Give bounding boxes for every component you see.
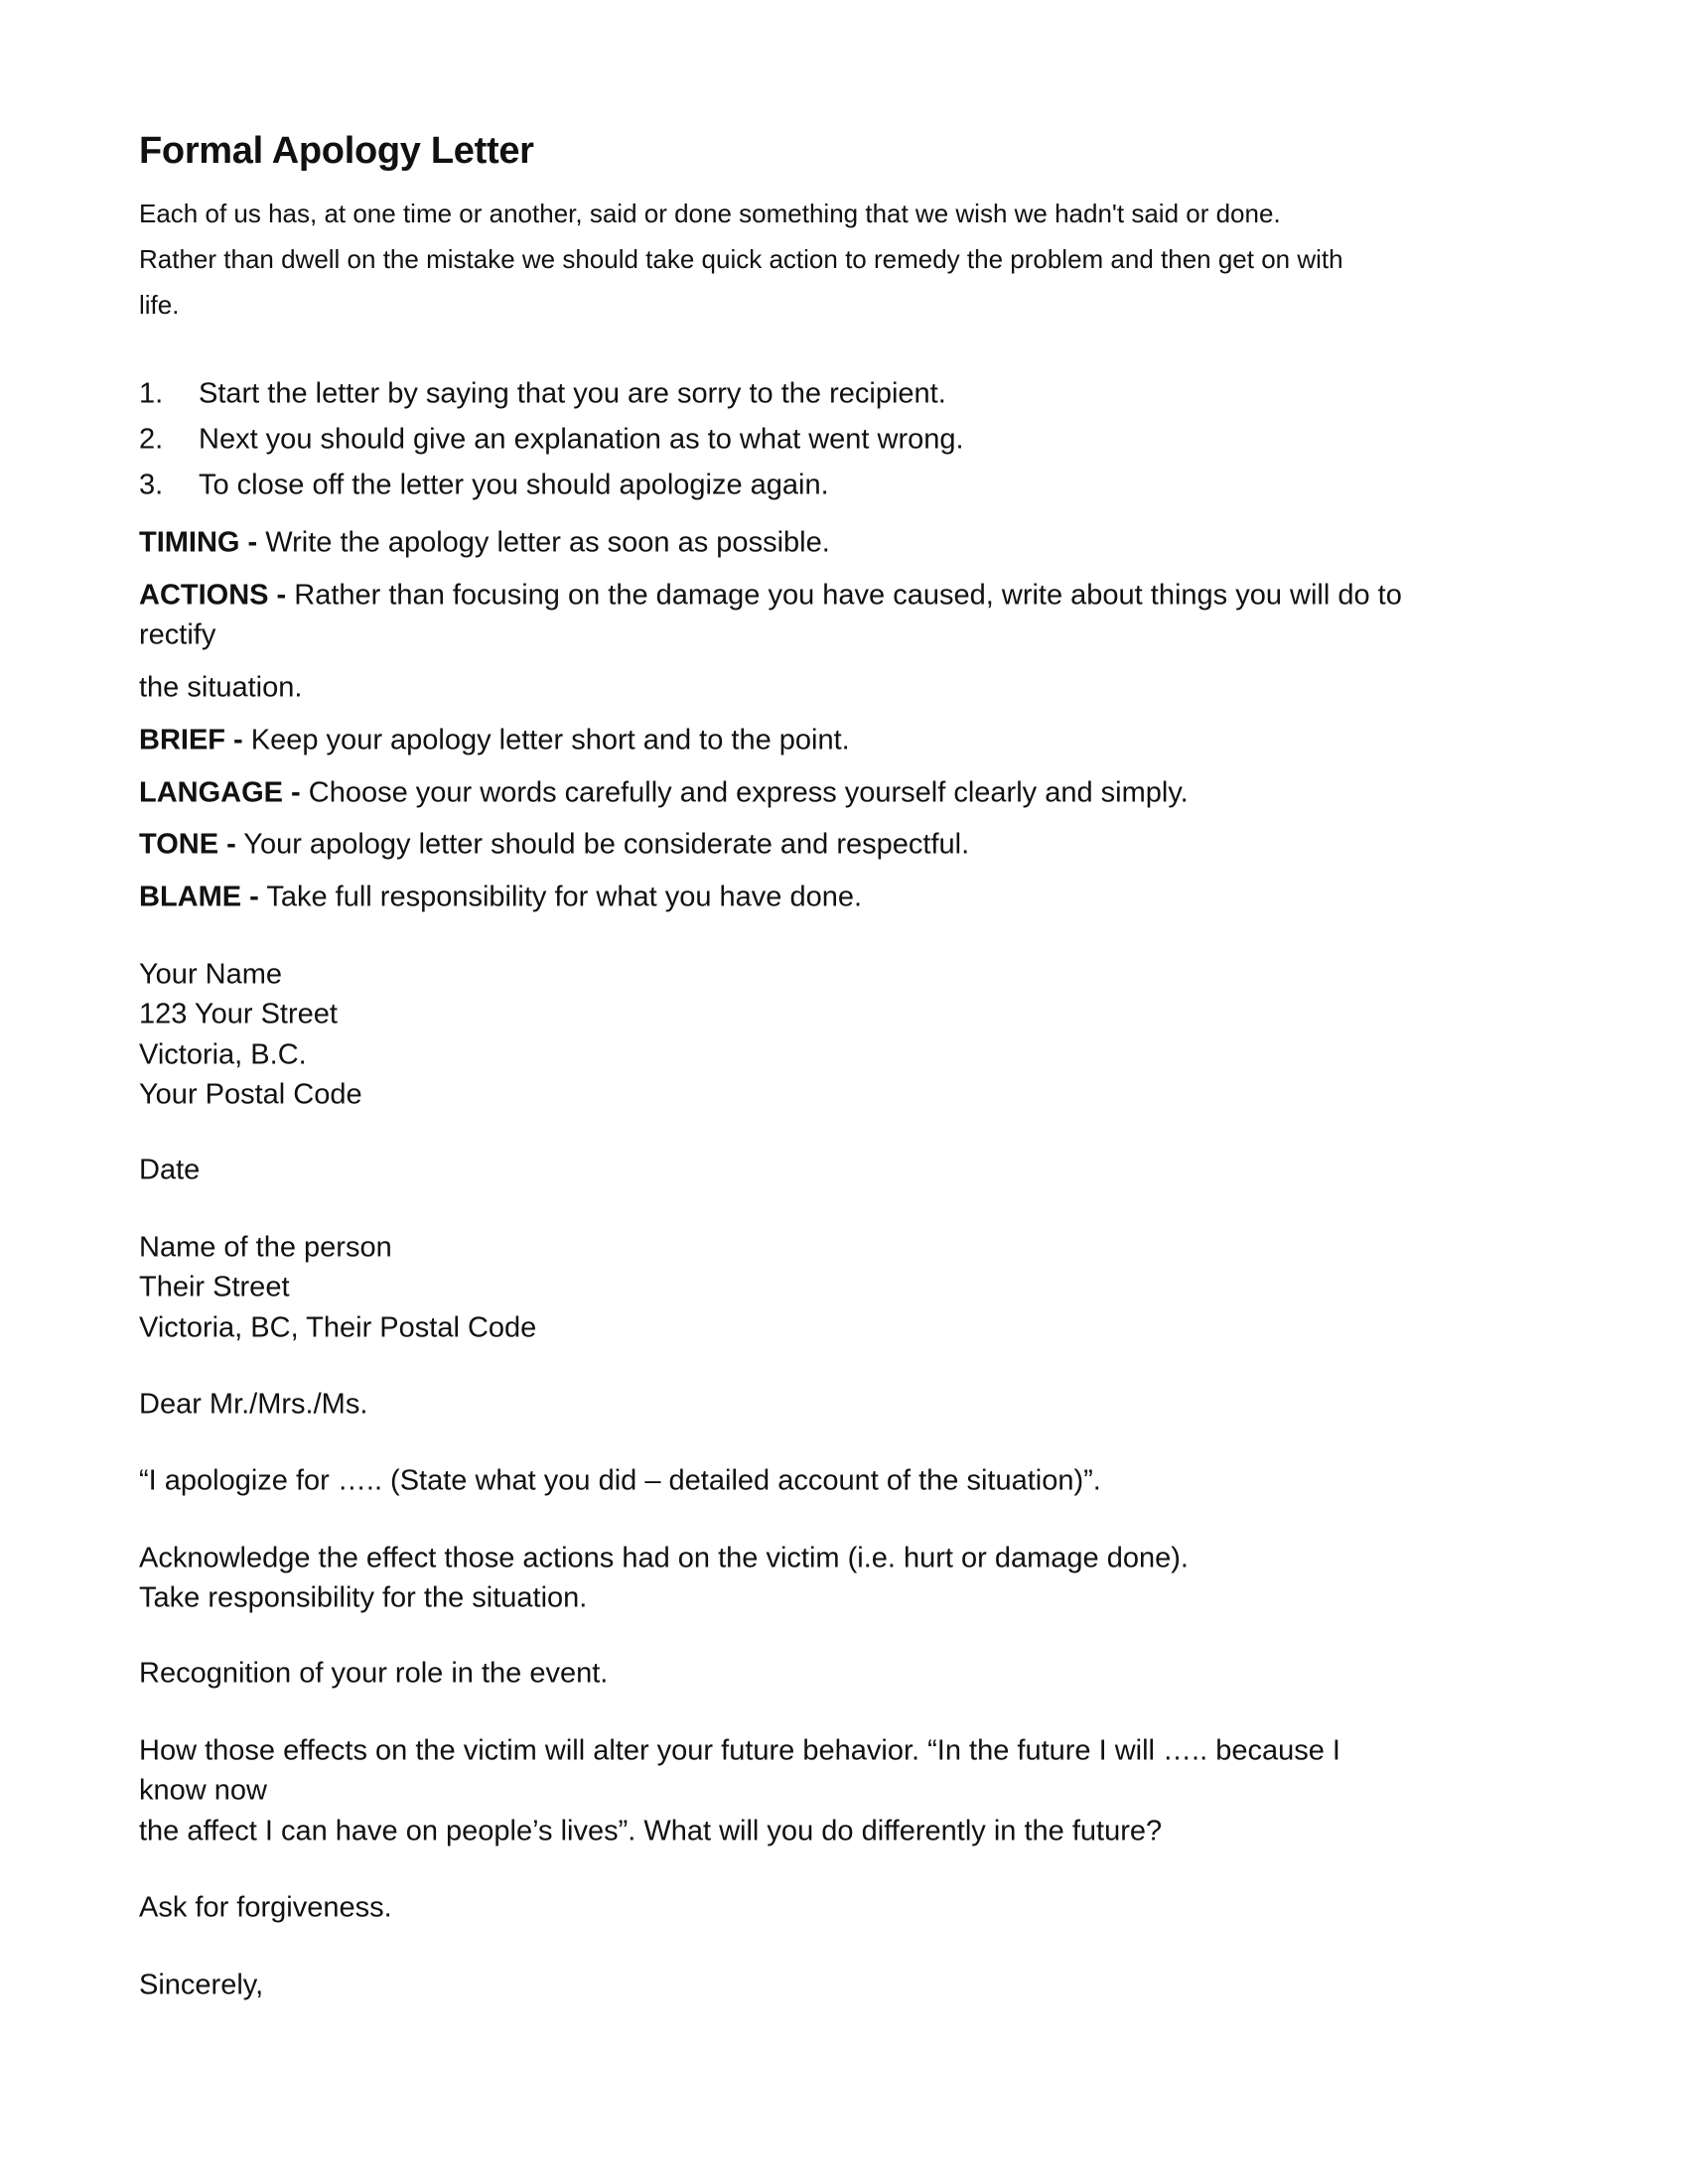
- step-item-2: [139, 423, 964, 456]
- sender-city: Victoria, B.C.: [139, 1038, 307, 1071]
- tip-text: Write the apology letter as soon as possible.: [257, 526, 830, 559]
- step-item-3: [139, 469, 829, 501]
- page-title: Formal Apology Letter: [139, 130, 534, 172]
- sender-street: 123 Your Street: [139, 998, 338, 1030]
- future-line-2: know now: [139, 1774, 267, 1807]
- tip-label: ACTIONS -: [139, 579, 287, 612]
- future-line-1: How those effects on the victim will alter your future behavior. “In the future I will ….. because I: [139, 1734, 1340, 1767]
- tip-blame: [139, 881, 863, 913]
- closing: Sincerely,: [139, 1969, 264, 2001]
- step-text: Next you should give an explanation as to what went wrong.: [199, 423, 964, 456]
- step-item-1: [139, 377, 946, 410]
- tip-text: Take full responsibility for what you have done.: [258, 881, 863, 913]
- tip-label: BRIEF -: [139, 724, 243, 756]
- step-text: To close off the letter you should apologize again.: [199, 469, 829, 501]
- step-text: Start the letter by saying that you are sorry to the recipient.: [199, 377, 946, 410]
- tip-language: [139, 776, 1189, 809]
- salutation: Dear Mr./Mrs./Ms.: [139, 1388, 368, 1421]
- sender-name: Your Name: [139, 958, 283, 991]
- acknowledge-line-2: Take responsibility for the situation.: [139, 1581, 588, 1614]
- tip-brief: [139, 724, 850, 756]
- tip-label: LANGAGE -: [139, 776, 301, 809]
- tip-text: Choose your words carefully and express yourself clearly and simply.: [300, 776, 1189, 809]
- forgiveness-line: Ask for forgiveness.: [139, 1891, 392, 1924]
- recipient-street: Their Street: [139, 1271, 290, 1303]
- tip-actions-cont-1: rectify: [139, 618, 216, 651]
- step-number: 3.: [139, 469, 164, 501]
- tip-text: Rather than focusing on the damage you have caused, write about things you will do to: [286, 579, 1402, 612]
- recognition-line: Recognition of your role in the event.: [139, 1657, 609, 1690]
- step-number: 2.: [139, 423, 164, 456]
- acknowledge-line-1: Acknowledge the effect those actions had on the victim (i.e. hurt or damage done).: [139, 1542, 1189, 1574]
- intro-line-1: Each of us has, at one time or another, said or done something that we wish we hadn't said or done.: [139, 199, 1281, 228]
- step-number: 1.: [139, 377, 164, 410]
- tip-text: Keep your apology letter short and to the point.: [242, 724, 850, 756]
- sender-postal-code: Your Postal Code: [139, 1078, 362, 1111]
- future-line-3: the affect I can have on people’s lives”. What will you do differently in the future?: [139, 1815, 1163, 1847]
- letter-date: Date: [139, 1154, 201, 1186]
- tip-label: BLAME -: [139, 881, 259, 913]
- recipient-city: Victoria, BC, Their Postal Code: [139, 1311, 537, 1344]
- tip-label: TIMING -: [139, 526, 258, 559]
- intro-line-2: Rather than dwell on the mistake we should take quick action to remedy the problem and then get on with: [139, 244, 1343, 274]
- tip-text: Your apology letter should be considerate and respectful.: [235, 828, 970, 861]
- tip-label: TONE -: [139, 828, 236, 861]
- tip-actions-cont-2: the situation.: [139, 671, 303, 704]
- tip-tone: [139, 828, 970, 861]
- apology-line: “I apologize for ….. (State what you did – detailed account of the situation)”.: [139, 1464, 1101, 1497]
- intro-line-3: life.: [139, 290, 180, 320]
- tip-timing: [139, 526, 830, 559]
- tip-actions: [139, 579, 1402, 612]
- recipient-name: Name of the person: [139, 1231, 392, 1264]
